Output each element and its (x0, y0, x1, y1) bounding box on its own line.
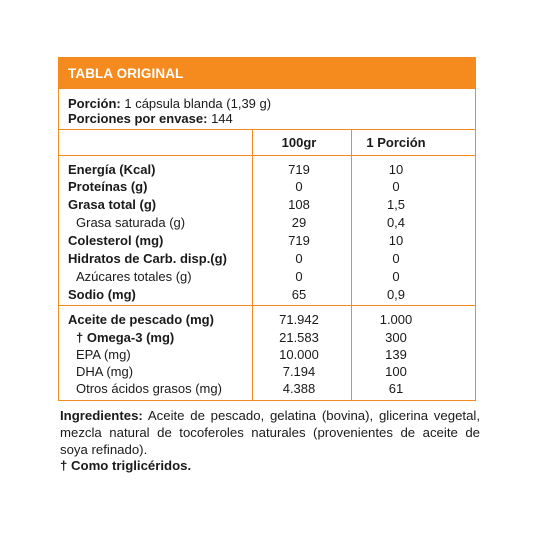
ingredients-text (60, 407, 480, 458)
row-value-portion: 100 (385, 364, 407, 379)
row-value-portion: 0 (392, 179, 400, 194)
row-label: Proteínas (g) (68, 179, 148, 194)
column-divider (252, 129, 253, 400)
ingredients-body: Aceite de pescado, gelatina (bovina), glicerina vegetal, mezcla natural de tocoferoles naturales (provenientes de aceite de soya refinado). (60, 408, 480, 457)
row-value-100gr: 108 (288, 197, 310, 212)
row-value-100gr: 10.000 (279, 347, 319, 362)
portion-value: 1 cápsula blanda (1,39 g) (124, 96, 272, 111)
ingredients-label: Ingredientes: (60, 408, 143, 423)
row-value-100gr: 7.194 (282, 364, 316, 379)
row-value-portion: 10 (388, 162, 404, 177)
row-label: Colesterol (mg) (68, 233, 164, 248)
column-header-portion: 1 Porción (366, 135, 426, 150)
row-label: † Omega-3 (mg) (76, 330, 175, 345)
row-value-100gr: 65 (291, 287, 307, 302)
row-value-portion: 0 (392, 251, 400, 266)
table-title: TABLA ORIGINAL (68, 66, 184, 81)
row-value-portion: 0,9 (386, 287, 406, 302)
row-label: Grasa saturada (g) (76, 215, 186, 230)
row-value-100gr: 719 (288, 233, 310, 248)
table-header (59, 58, 475, 89)
row-label: Sodio (mg) (68, 287, 136, 302)
row-label: DHA (mg) (76, 364, 134, 379)
portion-line (68, 96, 271, 111)
row-label: EPA (mg) (76, 347, 131, 362)
row-value-portion: 1.000 (379, 312, 413, 327)
row-value-portion: 61 (388, 381, 404, 396)
row-value-portion: 0,4 (386, 215, 406, 230)
row-value-portion: 10 (388, 233, 404, 248)
row-label: Energía (Kcal) (68, 162, 156, 177)
per-container-label: Porciones por envase: (68, 111, 208, 126)
row-value-100gr: 21.583 (279, 330, 319, 345)
row-value-portion: 300 (385, 330, 407, 345)
row-value-portion: 1,5 (386, 197, 406, 212)
row-value-100gr: 0 (295, 179, 303, 194)
row-value-100gr: 29 (291, 215, 307, 230)
row-value-100gr: 0 (295, 269, 303, 284)
row-value-100gr: 4.388 (282, 381, 316, 396)
portion-label: Porción: (68, 96, 121, 111)
row-label: Otros ácidos grasos (mg) (76, 381, 222, 396)
column-header-100gr: 100gr (281, 135, 317, 150)
nutrition-table (58, 57, 476, 401)
column-divider (351, 129, 352, 400)
row-value-portion: 0 (392, 269, 400, 284)
per-container-line (68, 111, 233, 126)
row-label: Azúcares totales (g) (76, 269, 192, 284)
divider (59, 155, 475, 156)
row-value-portion: 139 (385, 347, 407, 362)
row-label: Hidratos de Carb. disp.(g) (68, 251, 227, 266)
per-container-value: 144 (211, 111, 233, 126)
divider (59, 305, 475, 306)
divider (59, 129, 475, 130)
row-label: Grasa total (g) (68, 197, 157, 212)
row-value-100gr: 0 (295, 251, 303, 266)
row-label: Aceite de pescado (mg) (68, 312, 214, 327)
row-value-100gr: 71.942 (279, 312, 319, 327)
row-value-100gr: 719 (288, 162, 310, 177)
footnote: † Como triglicéridos. (60, 458, 192, 473)
